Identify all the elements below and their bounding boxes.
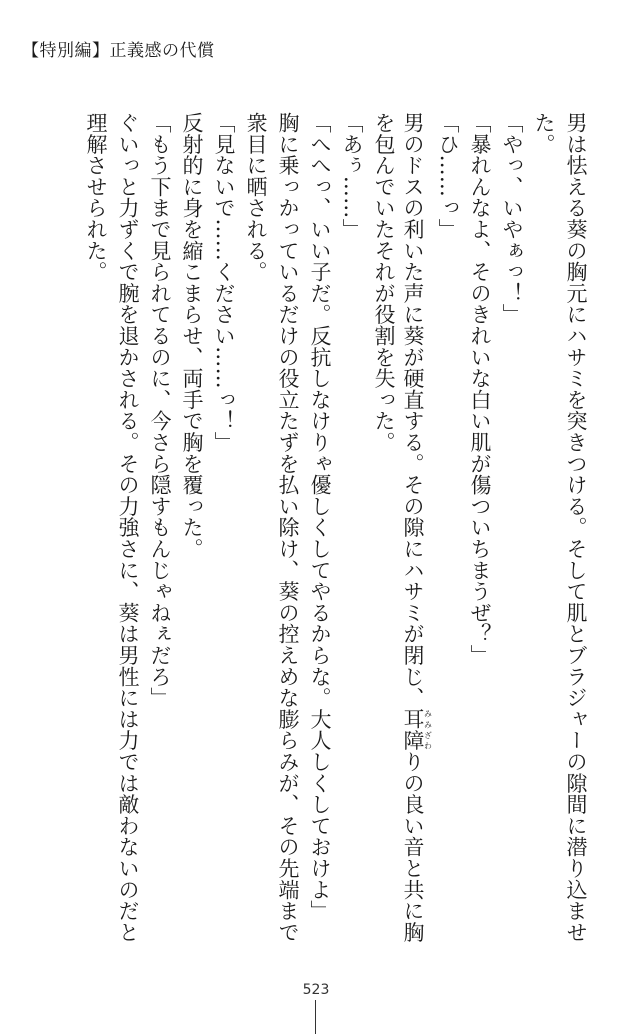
ruby-reading: みみざわ (423, 708, 433, 752)
text-column: 「暴れんなよ、そのきれいな白い肌が傷ついちまうぜ？」 (468, 112, 492, 666)
text-column: 理解させられた。 (84, 112, 108, 283)
text-column: を包んでいたそれが役割を失った。 (372, 112, 396, 453)
text-column: 「ひ……っ」 (436, 112, 460, 240)
page-marker-line (315, 1000, 316, 1034)
chapter-header: 【特別編】正義感の代償 (22, 41, 215, 61)
text-column: た。 (532, 112, 556, 155)
text-segment: りの良い音と共に胸 (401, 751, 425, 943)
page-number: 523 (302, 982, 330, 998)
ruby-word (401, 708, 433, 752)
text-column: 「あぅ……」 (340, 112, 364, 240)
vertical-text-body (12, 112, 592, 947)
text-column: 「もう下まで見られてるのに、今さら隠すもんじゃねぇだろ」 (148, 112, 172, 709)
text-column: 男は怯える葵の胸元にハサミを突きつける。そして肌とブラジャーの隙間に潜り込ませ (564, 112, 588, 943)
text-column: 「へへっ、いい子だ。反抗しなけりゃ優しくしてやるからな。大人しくしておけよ」 (308, 112, 332, 922)
text-column: 「見ないで……ください……っ！」 (212, 112, 236, 453)
text-column: 衆目に晒される。 (244, 112, 268, 283)
text-segment: 男のドスの利いた声に葵が硬直する。その隙にハサミが閉じ、 (401, 112, 425, 709)
text-column: ぐいっと力ずくで腕を退かされる。その力強さに、葵は男性には力では敵わないのだと (116, 112, 140, 943)
text-column: 「やっ、いやぁっ！」 (500, 112, 524, 325)
text-column-with-ruby (400, 112, 432, 947)
text-column: 反射的に身を縮こまらせ、両手で胸を覆った。 (180, 112, 204, 560)
text-column: 胸に乗っかっているだけの役立たずを払い除け、葵の控えめな膨らみが、その先端まで (276, 112, 300, 943)
ruby-base: 耳障 (401, 708, 425, 752)
